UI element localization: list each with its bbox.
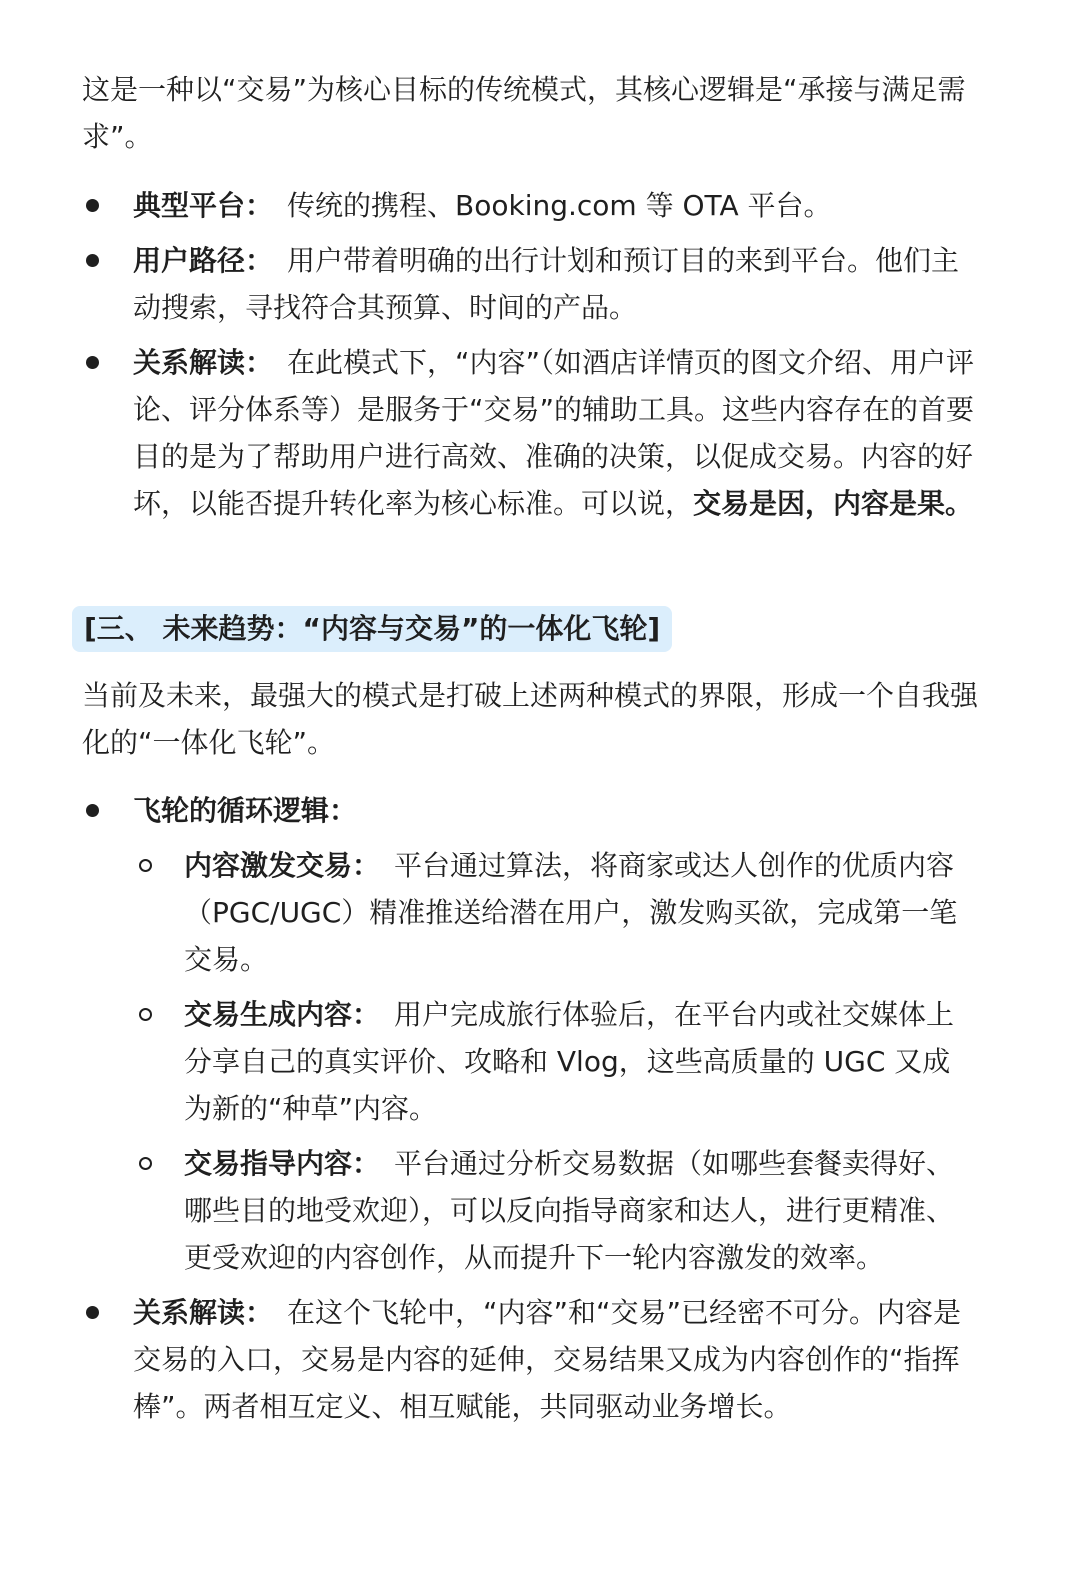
section-heading: [三、 未来趋势：“内容与交易”的一体化飞轮] — [72, 606, 672, 652]
sublist-item-transaction-generates-content — [133, 991, 976, 1132]
sublist-item-transaction-guides-content — [133, 1140, 976, 1281]
bullet-icon — [86, 1306, 99, 1319]
hollow-bullet-icon — [139, 859, 152, 872]
intro-paragraph: 这是一种以“交易”为核心目标的传统模式，其核心逻辑是“承接与满足需求”。 — [82, 73, 966, 153]
list-item-label: 飞轮的循环逻辑： — [133, 794, 358, 827]
bullet-icon — [86, 804, 99, 817]
section-intro-paragraph: 当前及未来，最强大的模式是打破上述两种模式的界限，形成一个自我强化的“一体化飞轮”。 — [82, 679, 979, 759]
hollow-bullet-icon — [139, 1157, 152, 1170]
bullet-icon — [86, 356, 99, 369]
bullet-icon — [86, 199, 99, 212]
list-item-relation — [0, 1289, 983, 1430]
list-item-text: 在此模式下，“内容”（如酒店详情页的图文介绍、用户评论、评分体系等）是服务于“交易”的辅助工具。这些内容存在的首要目的是为了帮助用户进行高效、准确的决策，以促成交易。内容的好坏，以能否提升转化率为核心标准。可以说， — [133, 346, 975, 520]
sublist-item-label: 交易生成内容： — [184, 998, 381, 1031]
sublist-item-label: 交易指导内容： — [184, 1147, 381, 1180]
traditional-model-list — [0, 182, 983, 527]
list-item-text: 在这个飞轮中，“内容”和“交易”已经密不可分。内容是交易的入口，交易是内容的延伸，交易结果又成为内容创作的“指挥棒”。两者相互定义、相互赋能，共同驱动业务增长。 — [133, 1296, 962, 1423]
sublist-item-label: 内容激发交易： — [184, 849, 381, 882]
flywheel-sublist — [133, 842, 983, 1281]
sublist-item-text: 平台通过算法，将商家或达人创作的优质内容（PGC/UGC）精准推送给潜在用户，激发购买欲，完成第一笔交易。 — [184, 849, 958, 976]
list-item-label: 关系解读： — [133, 346, 274, 379]
sublist-item-text: 平台通过分析交易数据（如哪些套餐卖得好、哪些目的地受欢迎），可以反向指导商家和达人，进行更精准、更受欢迎的内容创作，从而提升下一轮内容激发的效率。 — [184, 1147, 955, 1274]
list-item-text: 用户带着明确的出行计划和预订目的来到平台。他们主动搜索，寻找符合其预算、时间的产品。 — [133, 244, 960, 324]
sublist-item-text: 用户完成旅行体验后，在平台内或社交媒体上分享自己的真实评价、攻略和 Vlog，这些高质量的 UGC 又成为新的“种草”内容。 — [184, 998, 955, 1125]
list-item-platform — [0, 182, 983, 229]
list-item-text: 传统的携程、Booking.com 等 OTA 平台。 — [287, 189, 832, 222]
list-item-user-path — [0, 237, 983, 331]
bullet-icon — [86, 254, 99, 267]
hollow-bullet-icon — [139, 1008, 152, 1021]
list-item-relation — [0, 339, 983, 527]
list-item-label: 用户路径： — [133, 244, 274, 277]
flywheel-list — [0, 787, 983, 1430]
list-item-label: 关系解读： — [133, 1296, 274, 1329]
list-item-label: 典型平台： — [133, 189, 274, 222]
list-item-flywheel — [0, 787, 983, 1281]
sublist-item-content-drives-transaction — [133, 842, 976, 983]
list-item-emphasis: 交易是因，内容是果。 — [693, 487, 974, 520]
